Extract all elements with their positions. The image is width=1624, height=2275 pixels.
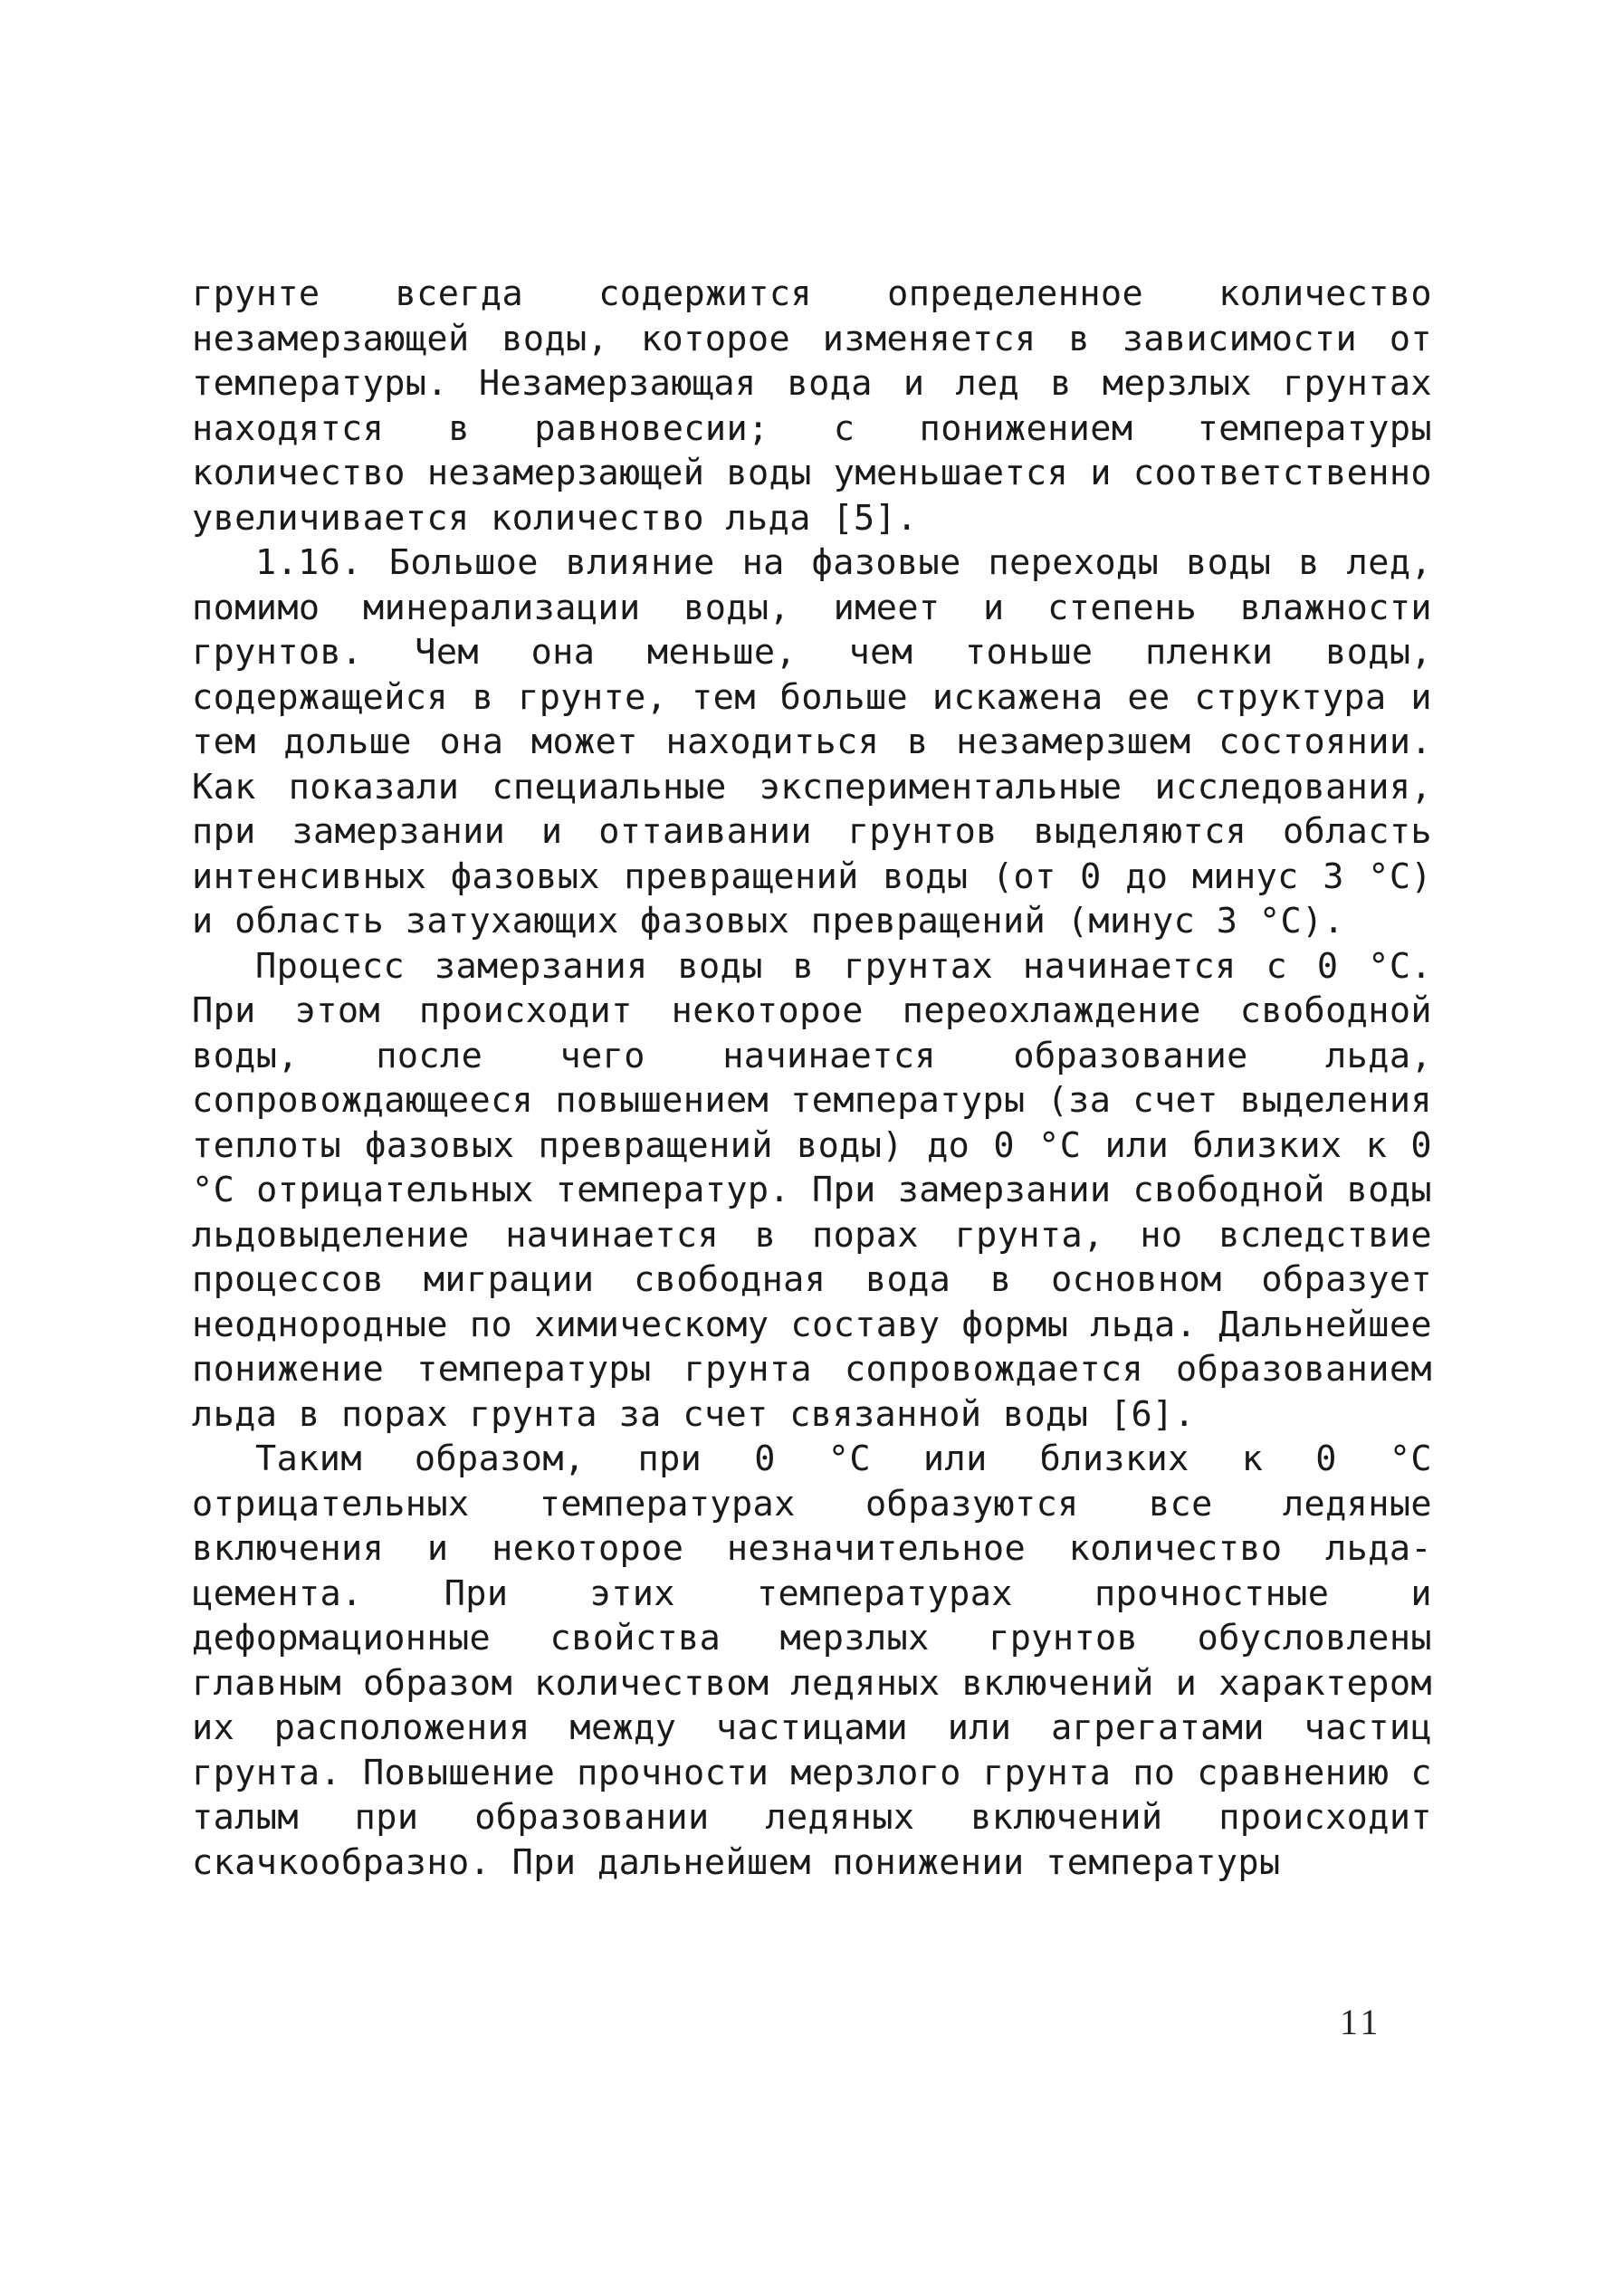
paragraph-freezing-process: Процесс замерзания воды в грунтах начинается с 0 °С. При этом происходит некоторое переохлаждение свободной воды, после чего начинается образование льда, сопровождающееся повышением температуры (за счет выделения теплоты фазовых превращений воды) до 0 °С или близких к 0 °С отрицательных температур. При замерзании свободной воды льдовыделение начинается в порах грунта, но вследствие процессов миграции свободная вода в основном образует неоднородные по химическому составу формы льда. Дальнейшее понижение температуры грунта сопровождается образованием льда в порах грунта за счет связанной воды [6]. [192, 945, 1432, 1435]
page-number: 11 [1340, 2002, 1382, 2042]
paragraph-continuation: грунте всегда содержится определенное количество незамерзающей воды, которое изменяется в зависимости от температуры. Незамерзающая вода и лед в мерзлых грунтах находятся в равновесии; с понижением температуры количество незамерзающей воды уменьшается и соответственно увеличивается количество льда [5]. [192, 273, 1432, 539]
paragraph-conclusion: Таким образом, при 0 °С или близких к 0 °С отрицательных температурах образуются все ледяные включения и некоторое незначительное количество льда-цемента. При этих температурах прочностные и деформационные свойства мерзлых грунтов обусловлены главным образом количеством ледяных включений и характером их расположения между частицами или агрегатами частиц грунта. Повышение прочности мерзлого грунта по сравнению с талым при образовании ледяных включений происходит скачкообразно. При дальнейшем понижении температуры [192, 1439, 1432, 1883]
paragraph-section-1-16: 1.16. Большое влияние на фазовые переходы воды в лед, помимо минерализации воды, имеет и степень влажности грунтов. Чем она меньше, чем тоньше пленки воды, содержащейся в грунте, тем больше искажена ее структура и тем дольше она может находиться в незамерзшем состоянии. Как показали специальные экспериментальные исследования, при замерзании и оттаивании грунтов выделяются область интенсивных фазовых превращений воды (от 0 до минус 3 °С) и область затухающих фазовых превращений (минус 3 °С). [192, 542, 1432, 942]
body-text [192, 272, 1432, 1885]
